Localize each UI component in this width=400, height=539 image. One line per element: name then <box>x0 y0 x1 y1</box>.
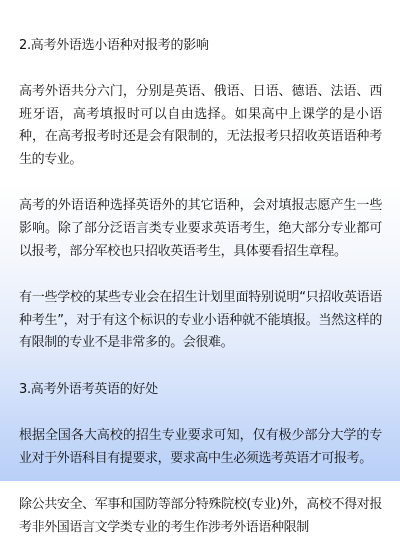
paragraph-cut-off: 除公共安全、军事和国防等部分特殊院校(专业)外，高校不得对报考非外国语言文学类专业的考生作涉考外语语种限制 <box>19 497 382 535</box>
paragraph: 高考外语共分六门，分别是英语、俄语、日语、德语、法语、西班牙语，高考填报时可以自由选择。如果高中上课学的是小语种，在高考报考时还是会有限制的，无法报考只招收英语语种考生的专业。 <box>19 84 382 167</box>
section-heading-3: 3.高考外语考英语的好处 <box>19 381 158 397</box>
paragraph: 根据全国各大高校的招生专业要求可知，仅有极少部分大学的专业对于外语科目有提要求，要求高中生必须选考英语才可报考。 <box>19 427 382 466</box>
paragraph: 高考的外语语种选择英语外的其它语种，会对填报志愿产生一些影响。除了部分泛语言类专业要求英语考生，绝大部分专业都可以报考，部分军校也只招收英语考生，具体要看招生章程。 <box>19 198 382 259</box>
section-heading-2: 2.高考外语选小语种对报考的影响 <box>19 38 209 53</box>
paragraph: 有一些学校的某些专业会在招生计划里面特别说明“只招收英语语种考生”，对于有这个标识的专业小语种就不能填报。当然这样的有限制的专业不是非常多的。会很难。 <box>19 290 382 351</box>
